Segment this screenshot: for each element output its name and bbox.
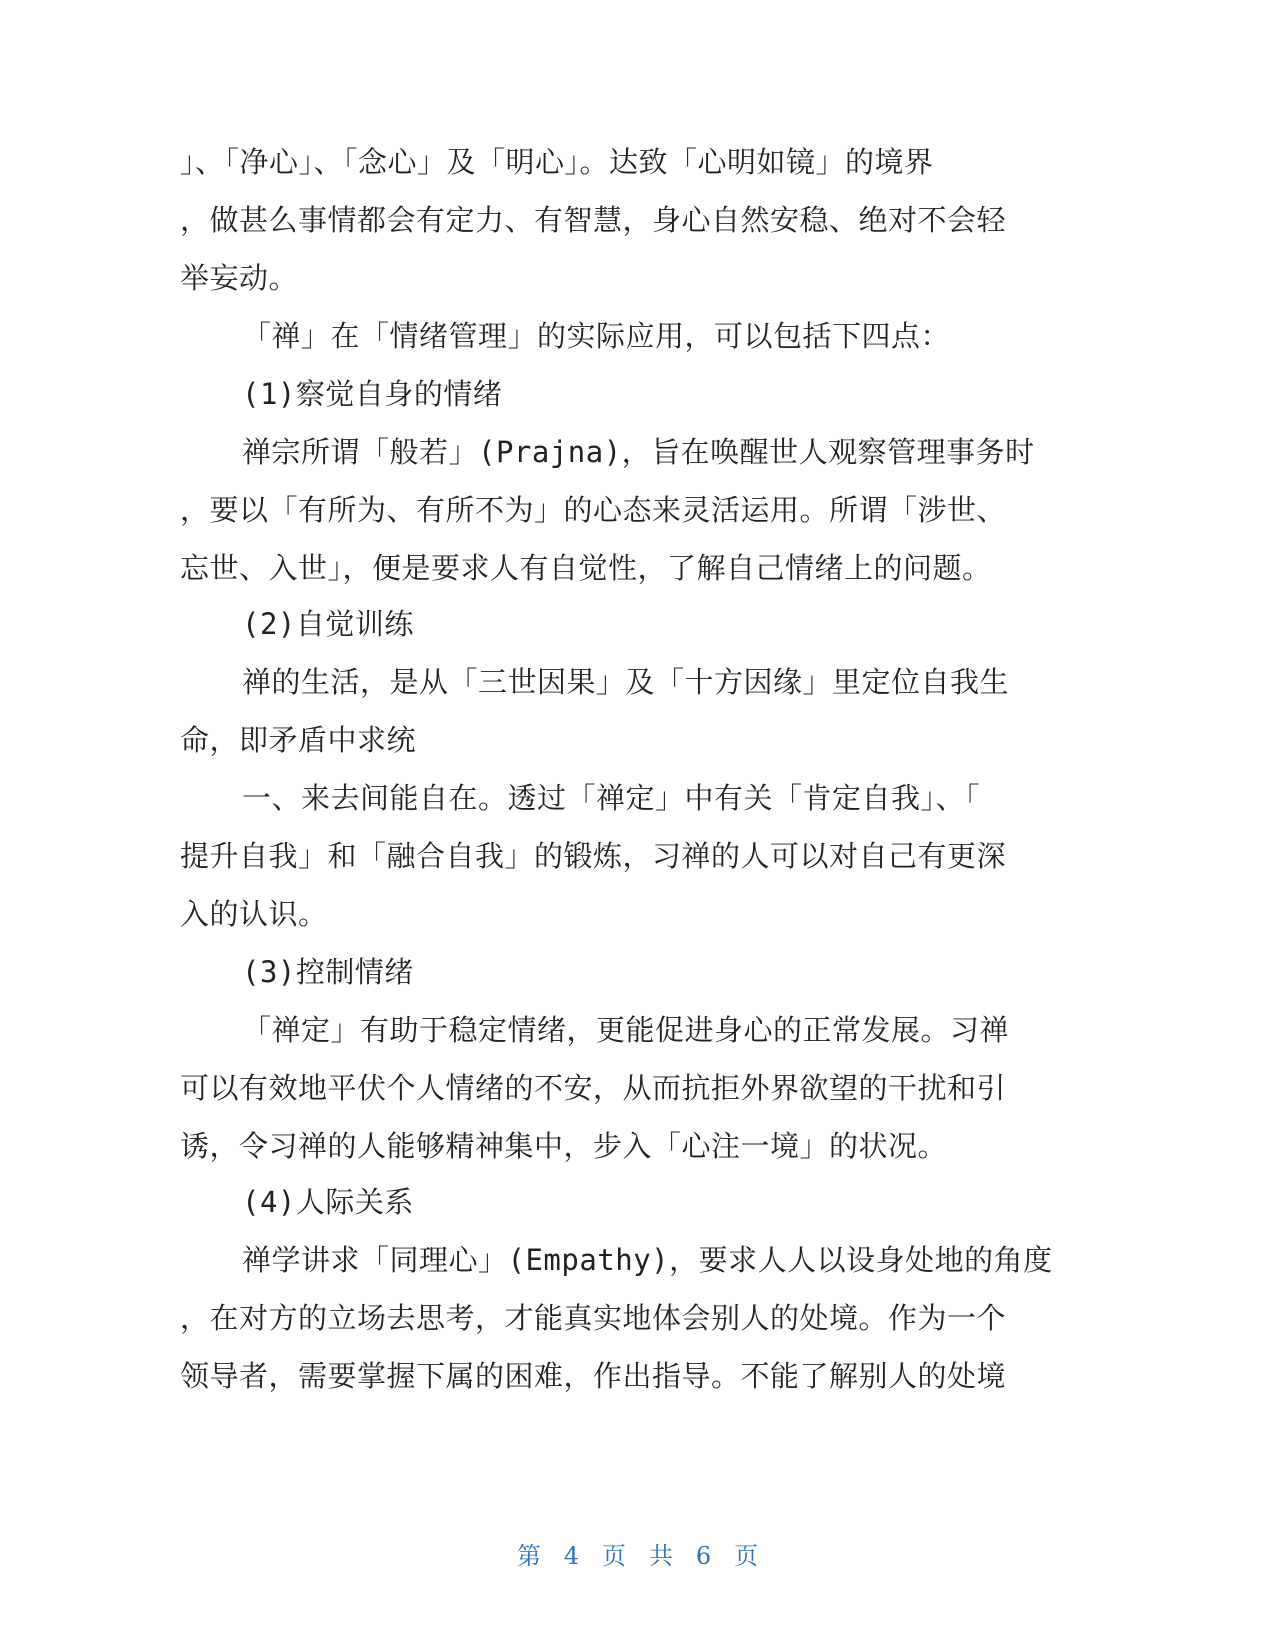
text-line-8: 忘世、入世」，便是要求人有自觉性，了解自己情绪上的问题。 — [180, 551, 992, 585]
paragraph-intro: 「禅」在「情绪管理」的实际应用，可以包括下四点： — [242, 319, 951, 353]
footer-total-word: 共 — [648, 1542, 673, 1570]
text-line-12: 一、来去间能自在。透过「禅定」中有关「肯定自我」、「 — [242, 781, 981, 815]
text-line-3: 举妄动。 — [180, 261, 299, 295]
text-line-13: 提升自我」和「融合自我」的锻炼，习禅的人可以对自己有更深 — [180, 839, 1007, 873]
current-page-number: 4 — [563, 1542, 580, 1570]
footer-page-word: 页 — [602, 1542, 627, 1570]
footer-prefix: 第 — [516, 1542, 541, 1570]
text-line-18: 诱，令习禅的人能够精神集中，步入「心注一境」的状况。 — [180, 1129, 948, 1163]
text-line-21: ，在对方的立场去思考，才能真实地体会别人的处境。作为一个 — [180, 1301, 1007, 1335]
section-heading-4: (4)人际关系 — [242, 1185, 414, 1219]
section-heading-3: (3)控制情绪 — [242, 955, 414, 989]
text-line-7: ，要以「有所为、有所不为」的心态来灵活运用。所谓「涉世、 — [180, 493, 1007, 527]
section-heading-2: (2)自觉训练 — [242, 607, 414, 641]
text-line-16: 「禅定」有助于稳定情绪，更能促进身心的正常发展。习禅 — [242, 1013, 1010, 1047]
text-line-1: 」、「净心」、「念心」及「明心」。达致「心明如镜」的境界 — [180, 145, 934, 179]
text-line-2: ，做甚么事情都会有定力、有智慧，身心自然安稳、绝对不会轻 — [180, 203, 1007, 237]
text-line-11: 命，即矛盾中求统 — [180, 723, 417, 757]
text-line-22: 领导者，需要掌握下属的困难，作出指导。不能了解别人的处境 — [180, 1359, 1007, 1393]
page-footer — [0, 1540, 1275, 1572]
footer-suffix: 页 — [734, 1542, 759, 1570]
text-line-14: 入的认识。 — [180, 897, 328, 931]
text-line-10: 禅的生活，是从「三世因果」及「十方因缘」里定位自我生 — [242, 665, 1010, 699]
section-heading-1: (1)察觉自身的情绪 — [242, 377, 503, 411]
text-line-6: 禅宗所谓「般若」(Prajna)，旨在唤醒世人观察管理事务时 — [242, 435, 1035, 469]
text-line-20: 禅学讲求「同理心」(Empathy)，要求人人以设身处地的角度 — [242, 1243, 1053, 1277]
text-line-17: 可以有效地平伏个人情绪的不安，从而抗拒外界欲望的干扰和引 — [180, 1071, 1007, 1105]
total-pages-number: 6 — [695, 1542, 712, 1570]
